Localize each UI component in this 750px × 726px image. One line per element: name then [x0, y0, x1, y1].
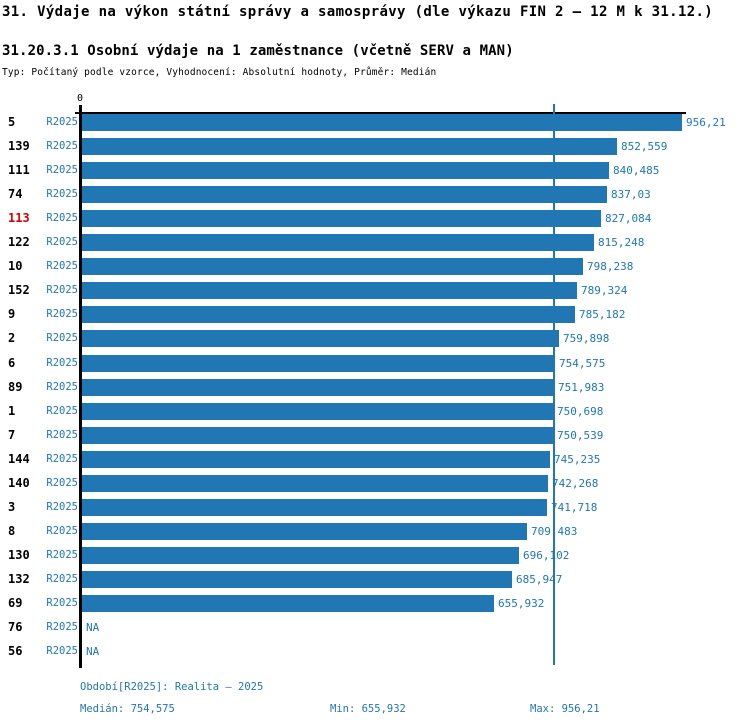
row-category-label: 132	[8, 572, 30, 586]
bar-value-label: 750,539	[557, 429, 604, 442]
bar-row	[0, 186, 750, 203]
row-category-label: 76	[8, 620, 23, 634]
bar-value-label: 655,932	[498, 597, 545, 610]
row-series-label: R2025	[46, 501, 78, 513]
bar	[82, 138, 617, 155]
bar	[82, 475, 548, 492]
bar-value-label: 840,485	[613, 164, 660, 177]
bar-row	[0, 114, 750, 131]
row-category-label: 122	[8, 235, 30, 249]
row-category-label: 130	[8, 548, 30, 562]
bar-row	[0, 355, 750, 372]
bar-value-label: 837,03	[611, 188, 651, 201]
row-series-label: R2025	[46, 381, 78, 393]
row-series-label: R2025	[46, 597, 78, 609]
bar	[82, 451, 550, 468]
row-category-label: 113	[8, 211, 30, 225]
bar-row	[0, 643, 750, 660]
bar-row	[0, 499, 750, 516]
row-series-label: R2025	[46, 453, 78, 465]
bar-row	[0, 427, 750, 444]
bar-value-label: 956,21	[686, 116, 726, 129]
bar-row	[0, 138, 750, 155]
bar-row	[0, 162, 750, 179]
bar	[82, 595, 494, 612]
bar	[82, 547, 519, 564]
bar-row	[0, 571, 750, 588]
row-series-label: R2025	[46, 284, 78, 296]
row-series-label: R2025	[46, 116, 78, 128]
row-category-label: 139	[8, 139, 30, 153]
bar-row	[0, 330, 750, 347]
bar-row	[0, 595, 750, 612]
bar	[82, 234, 594, 251]
row-series-label: R2025	[46, 429, 78, 441]
row-category-label: 8	[8, 524, 16, 538]
bar-value-label: 709,483	[531, 525, 578, 538]
bar-value-label: NA	[86, 645, 100, 658]
bar-row	[0, 234, 750, 251]
bar	[82, 114, 682, 131]
bar-row	[0, 523, 750, 540]
bar-row	[0, 282, 750, 299]
bar-value-label: 742,268	[552, 477, 599, 490]
row-series-label: R2025	[46, 164, 78, 176]
bar-row	[0, 475, 750, 492]
bar-row	[0, 619, 750, 636]
bar	[82, 258, 583, 275]
row-category-label: 5	[8, 115, 16, 129]
bar	[82, 210, 601, 227]
bar-value-label: 754,575	[559, 357, 606, 370]
footer-min-stat: Min: 655,932	[330, 703, 406, 715]
row-series-label: R2025	[46, 477, 78, 489]
bar	[82, 571, 512, 588]
bar	[82, 379, 554, 396]
row-category-label: 56	[8, 644, 23, 658]
row-series-label: R2025	[46, 357, 78, 369]
row-category-label: 2	[8, 331, 16, 345]
row-category-label: 89	[8, 380, 23, 394]
bar	[82, 427, 553, 444]
bar-row	[0, 306, 750, 323]
bar-value-label: 696,102	[523, 549, 570, 562]
bar-value-label: 745,235	[554, 453, 601, 466]
bar-value-label: 759,898	[563, 332, 610, 345]
bar	[82, 330, 559, 347]
bar-row	[0, 210, 750, 227]
bar	[82, 403, 553, 420]
row-series-label: R2025	[46, 140, 78, 152]
row-series-label: R2025	[46, 645, 78, 657]
chart-params-line: Typ: Počítaný podle vzorce, Vyhodnocení: Absolutní hodnoty, Průměr: Medián	[2, 67, 437, 78]
bar	[82, 186, 607, 203]
chart-title: 31. Výdaje na výkon státní správy a samosprávy (dle výkazu FIN 2 – 12 M k 31.12.)	[2, 4, 714, 20]
bar-value-label: 741,718	[551, 501, 598, 514]
bar	[82, 355, 555, 372]
row-category-label: 3	[8, 500, 16, 514]
row-series-label: R2025	[46, 308, 78, 320]
row-series-label: R2025	[46, 332, 78, 344]
bar-value-label: 751,983	[558, 381, 605, 394]
row-category-label: 69	[8, 596, 23, 610]
bar-value-label: 852,559	[621, 140, 668, 153]
bar-value-label: 789,324	[581, 284, 628, 297]
row-category-label: 1	[8, 404, 16, 418]
bar	[82, 523, 527, 540]
bar-value-label: 798,238	[587, 260, 634, 273]
row-category-label: 152	[8, 283, 30, 297]
row-category-label: 6	[8, 356, 16, 370]
bar-row	[0, 451, 750, 468]
row-category-label: 140	[8, 476, 30, 490]
footer-max-stat: Max: 956,21	[530, 703, 600, 715]
row-category-label: 9	[8, 307, 16, 321]
bar-row	[0, 403, 750, 420]
row-series-label: R2025	[46, 212, 78, 224]
row-category-label: 144	[8, 452, 30, 466]
row-series-label: R2025	[46, 188, 78, 200]
bar-value-label: 815,248	[598, 236, 645, 249]
row-series-label: R2025	[46, 573, 78, 585]
bar-value-label: NA	[86, 621, 100, 634]
bar	[82, 306, 575, 323]
bar	[82, 282, 577, 299]
bar	[82, 162, 609, 179]
bar-value-label: 785,182	[579, 308, 626, 321]
row-series-label: R2025	[46, 260, 78, 272]
row-category-label: 74	[8, 187, 23, 201]
bar-row	[0, 379, 750, 396]
row-series-label: R2025	[46, 405, 78, 417]
footer-median-stat: Medián: 754,575	[80, 703, 175, 715]
row-category-label: 111	[8, 163, 30, 177]
row-series-label: R2025	[46, 549, 78, 561]
row-series-label: R2025	[46, 236, 78, 248]
bar-value-label: 685,947	[516, 573, 563, 586]
row-category-label: 7	[8, 428, 16, 442]
row-series-label: R2025	[46, 621, 78, 633]
bar	[82, 499, 547, 516]
footer-period-label: Období[R2025]: Realita – 2025	[80, 681, 264, 693]
x-axis-zero-tick-label: 0	[76, 93, 84, 104]
bar-value-label: 827,084	[605, 212, 652, 225]
bar-row	[0, 547, 750, 564]
chart-subtitle: 31.20.3.1 Osobní výdaje na 1 zaměstnance (včetně SERV a MAN)	[2, 43, 514, 59]
row-category-label: 10	[8, 259, 23, 273]
row-series-label: R2025	[46, 525, 78, 537]
bar-row	[0, 258, 750, 275]
bar-value-label: 750,698	[557, 405, 604, 418]
